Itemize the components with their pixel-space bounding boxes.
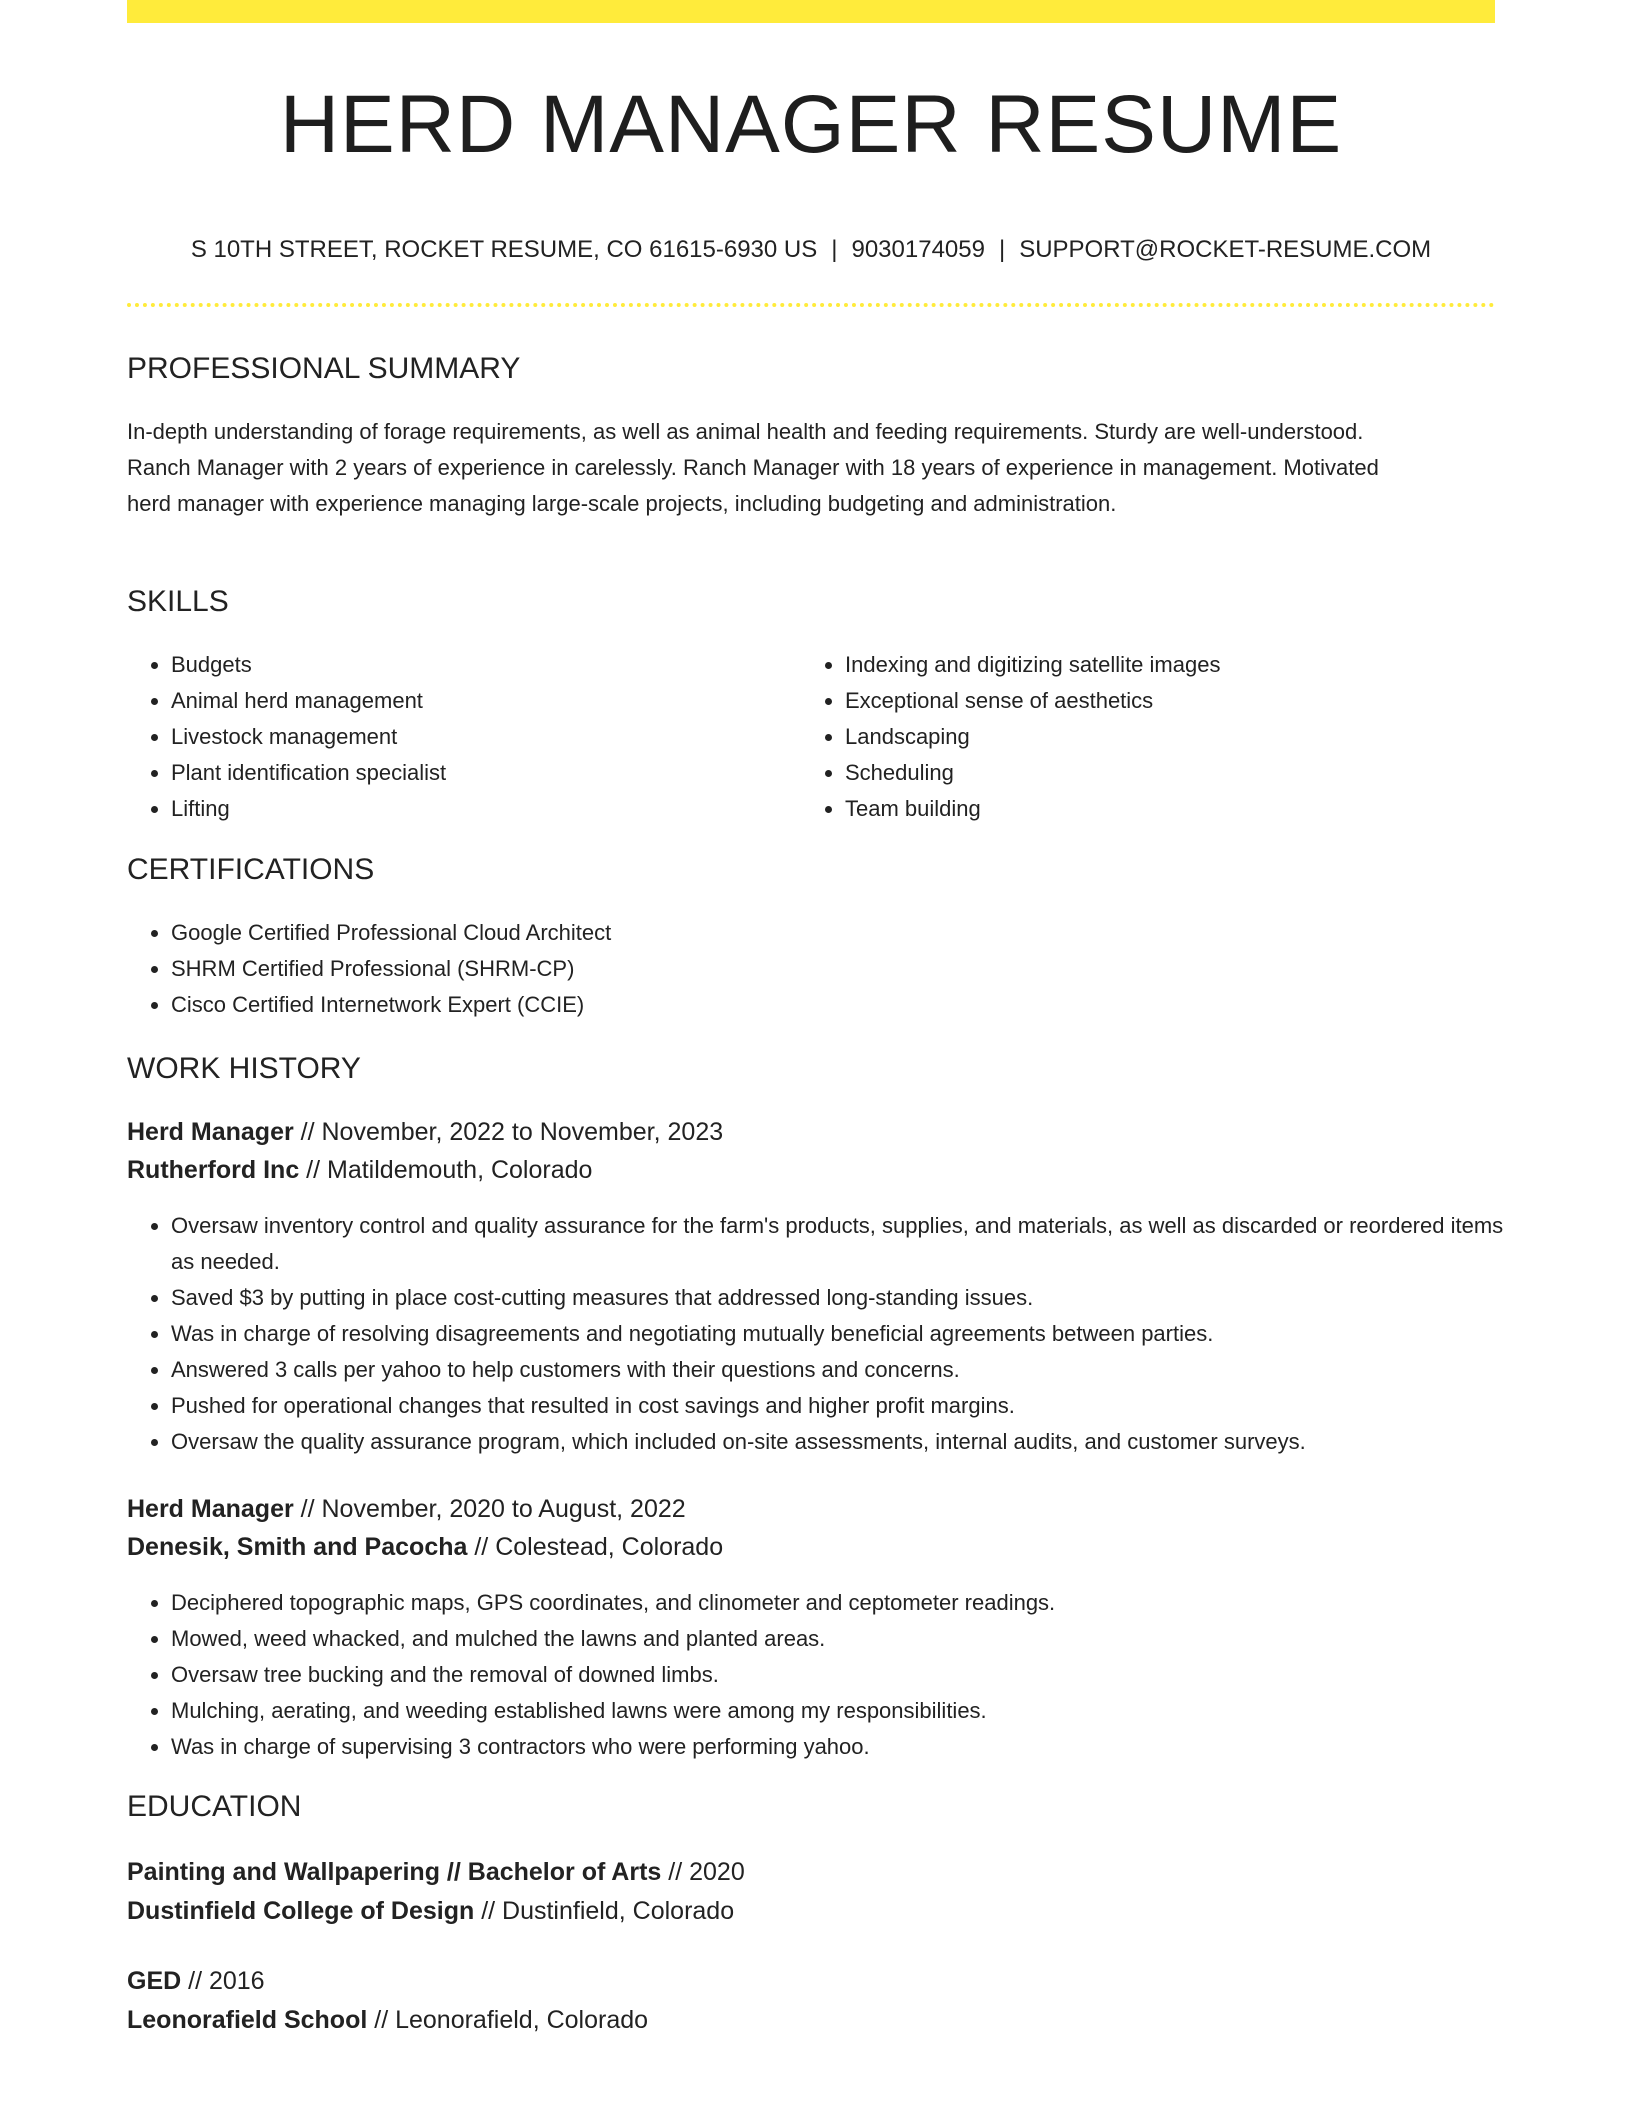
certifications-list: [127, 915, 1471, 1023]
job-bullet: • Oversaw tree bucking and the removal of downed limbs.: [171, 1657, 1511, 1693]
skill-item: • Lifting: [171, 791, 801, 827]
skill-item: • Plant identification specialist: [171, 755, 801, 791]
job-title-line: [127, 1495, 686, 1524]
education-school: Dustinfield College of Design: [127, 1897, 475, 1925]
job-company-line: [127, 1156, 592, 1185]
skill-item: • Indexing and digitizing satellite images: [845, 647, 1525, 683]
contact-line: [127, 236, 1495, 264]
skill-item: • Animal herd management: [171, 683, 801, 719]
skill-item: • Scheduling: [845, 755, 1525, 791]
job-bullets: [127, 1585, 1511, 1765]
skills-list-right: [801, 647, 1525, 827]
job-company: Denesik, Smith and Pacocha: [127, 1533, 468, 1561]
education-degree: Painting and Wallpapering // Bachelor of Arts: [127, 1858, 662, 1886]
top-accent-bar: [127, 0, 1495, 23]
contact-phone: 9030174059: [851, 236, 985, 263]
education-heading: EDUCATION: [127, 1790, 302, 1823]
skill-item: • Landscaping: [845, 719, 1525, 755]
job-company-line: [127, 1533, 723, 1562]
job-role: Herd Manager: [127, 1118, 294, 1146]
certification-item: • Cisco Certified Internetwork Expert (CCIE): [171, 987, 1471, 1023]
job-company: Rutherford Inc: [127, 1156, 300, 1184]
skill-item: • Team building: [845, 791, 1525, 827]
job-bullet: • Oversaw the quality assurance program, which included on-site assessments, internal audits, and customer surveys.: [171, 1424, 1511, 1460]
certification-item: • Google Certified Professional Cloud Architect: [171, 915, 1471, 951]
job-title-line: [127, 1118, 723, 1147]
skills-heading: SKILLS: [127, 585, 229, 618]
job-bullet: • Mowed, weed whacked, and mulched the lawns and planted areas.: [171, 1621, 1511, 1657]
work-history-heading: WORK HISTORY: [127, 1052, 361, 1085]
certification-item: • SHRM Certified Professional (SHRM-CP): [171, 951, 1471, 987]
contact-separator: |: [831, 236, 838, 263]
summary-text: In-depth understanding of forage requirements, as well as animal health and feeding requirements. Sturdy are well-understood. Ranch Manager with 2 years of experience in carelessly. Ranch Manager with 18 years of experience in management. Motivated herd manager with experience managing large-scale projects, including budgeting and administration.: [127, 419, 1379, 516]
job-bullet: • Saved $3 by putting in place cost-cutting measures that addressed long-standing issues.: [171, 1280, 1511, 1316]
education-school: Leonorafield School: [127, 2006, 368, 2034]
education-degree: GED: [127, 1967, 182, 1995]
education-degree-line: [127, 1967, 265, 1996]
job-role: Herd Manager: [127, 1495, 294, 1523]
job-bullet: • Answered 3 calls per yahoo to help customers with their questions and concerns.: [171, 1352, 1511, 1388]
education-degree-line: [127, 1858, 745, 1887]
skills-list-left: [127, 647, 801, 827]
resume-title: HERD MANAGER RESUME: [279, 79, 1343, 170]
education-year: // 2016: [181, 1967, 265, 1995]
summary-heading: PROFESSIONAL SUMMARY: [127, 352, 521, 385]
job-location: // Matildemouth, Colorado: [299, 1156, 593, 1184]
contact-email: SUPPORT@ROCKET-RESUME.COM: [1019, 236, 1432, 263]
education-school-line: [127, 1897, 734, 1926]
job-bullet: • Pushed for operational changes that resulted in cost savings and higher profit margins.: [171, 1388, 1511, 1424]
dotted-divider: [127, 303, 1495, 307]
job-bullet: • Mulching, aerating, and weeding established lawns were among my responsibilities.: [171, 1693, 1511, 1729]
job-bullet: • Oversaw inventory control and quality assurance for the farm's products, supplies, and materials, as well as discarded or reordered items as needed.: [171, 1208, 1511, 1280]
job-bullets: [127, 1208, 1511, 1460]
skill-item: • Budgets: [171, 647, 801, 683]
job-location: // Colestead, Colorado: [467, 1533, 724, 1561]
certifications-heading: CERTIFICATIONS: [127, 853, 375, 886]
skill-item: • Livestock management: [171, 719, 801, 755]
job-dates: // November, 2022 to November, 2023: [293, 1118, 724, 1146]
education-year: // 2020: [661, 1858, 745, 1886]
education-location: // Dustinfield, Colorado: [474, 1897, 735, 1925]
job-bullet: • Was in charge of resolving disagreements and negotiating mutually beneficial agreements between parties.: [171, 1316, 1511, 1352]
contact-separator: |: [998, 236, 1006, 263]
education-school-line: [127, 2006, 648, 2035]
job-dates: // November, 2020 to August, 2022: [293, 1495, 686, 1523]
education-location: // Leonorafield, Colorado: [367, 2006, 649, 2034]
job-bullet: • Deciphered topographic maps, GPS coordinates, and clinometer and ceptometer readings.: [171, 1585, 1511, 1621]
contact-address: S 10TH STREET, ROCKET RESUME, CO 61615-6930 US: [190, 236, 818, 263]
skill-item: • Exceptional sense of aesthetics: [845, 683, 1525, 719]
job-bullet: • Was in charge of supervising 3 contractors who were performing yahoo.: [171, 1729, 1511, 1765]
